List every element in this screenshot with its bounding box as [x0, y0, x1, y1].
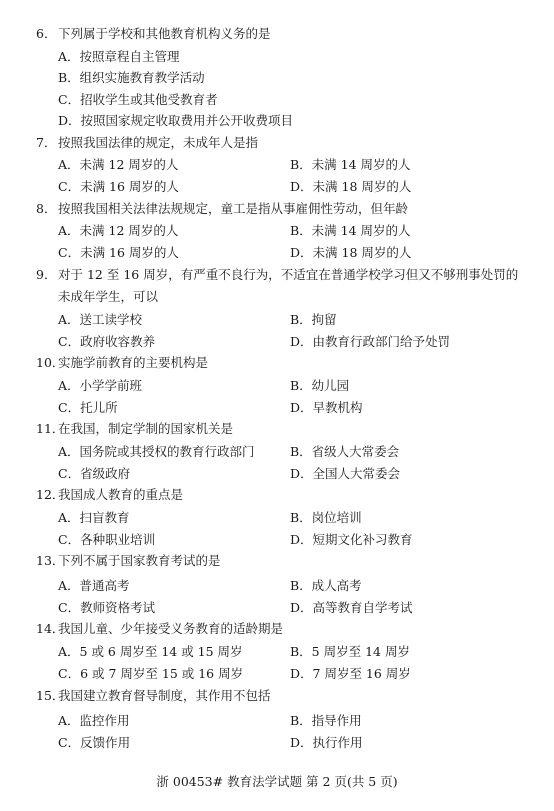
option-c: C．未满 16 周岁的人: [58, 179, 179, 194]
question-stem: 实施学前教育的主要机构是: [58, 355, 209, 370]
option-d: D．按照国家规定收取费用并公开收费项目: [58, 113, 294, 128]
option-b: B．指导作用: [290, 713, 362, 728]
option-a: A．小学学前班: [58, 378, 143, 393]
question-stem: 按照我国相关法律法规规定，童工是指从事雇佣性劳动，但年龄: [58, 201, 409, 216]
question-number: 9．: [36, 267, 57, 282]
question-number: 10．: [36, 355, 65, 370]
option-a: A．5 或 6 周岁至 14 或 15 周岁: [58, 644, 243, 659]
option-c: C．6 或 7 周岁至 15 或 16 周岁: [58, 666, 244, 681]
question-number: 11．: [36, 421, 65, 436]
option-c: C．教师资格考试: [58, 600, 156, 615]
question-13: [36, 551, 221, 569]
question-11: [36, 419, 233, 437]
question-9: [36, 265, 518, 283]
option-b: B．岗位培训: [290, 510, 362, 525]
option-d: D．由教育行政部门给予处罚: [290, 334, 451, 349]
question-stem: 在我国，制定学制的国家机关是: [58, 421, 234, 436]
option-a: A．按照章程自主管理: [58, 49, 180, 64]
question-number: 6．: [36, 26, 57, 41]
option-a: A．国务院或其授权的教育行政部门: [58, 444, 255, 459]
option-c: C．反馈作用: [58, 735, 131, 750]
question-8: [36, 199, 408, 217]
question-number: 7．: [36, 135, 57, 150]
option-c: C．政府收容教养: [58, 334, 156, 349]
option-a: A．未满 12 周岁的人: [58, 157, 179, 172]
question-number: 14．: [36, 621, 65, 636]
question-stem: 下列属于学校和其他教育机构义务的是: [58, 26, 271, 41]
option-d: D．早教机构: [290, 400, 363, 415]
option-b: B．幼儿园: [290, 378, 350, 393]
option-c: C．各种职业培训: [58, 532, 156, 547]
option-d: D．未满 18 周岁的人: [290, 245, 412, 260]
option-b: B．省级人大常委会: [290, 444, 400, 459]
option-d: D．7 周岁至 16 周岁: [290, 666, 411, 681]
question-10: [36, 353, 208, 371]
question-14: [36, 619, 283, 637]
question-6: [36, 24, 271, 42]
question-15: [36, 686, 271, 704]
question-stem: 按照我国法律的规定，未成年人是指: [58, 135, 259, 150]
option-a: A．送工读学校: [58, 312, 143, 327]
question-stem-continued: 未成年学生，可以: [58, 289, 159, 304]
option-b: B．5 周岁至 14 周岁: [290, 644, 410, 659]
option-a: A．监控作用: [58, 713, 130, 728]
option-c: C．托儿所: [58, 400, 118, 415]
option-d: D．未满 18 周岁的人: [290, 179, 412, 194]
question-stem: 我国成人教育的重点是: [58, 487, 184, 502]
question-number: 15．: [36, 688, 65, 703]
option-d: D．短期文化补习教育: [290, 532, 413, 547]
option-b: B．成人高考: [290, 578, 362, 593]
question-stem: 下列不属于国家教育考试的是: [58, 553, 221, 568]
option-b: B．未满 14 周岁的人: [290, 157, 411, 172]
option-c: C．省级政府: [58, 466, 131, 481]
option-d: D．执行作用: [290, 735, 363, 750]
question-7: [36, 133, 258, 151]
option-d: D．全国人大常委会: [290, 466, 401, 481]
option-b: B．拘留: [290, 312, 337, 327]
option-c: C．未满 16 周岁的人: [58, 245, 179, 260]
question-number: 13．: [36, 553, 65, 568]
option-a: A．扫盲教育: [58, 510, 130, 525]
option-b: B．未满 14 周岁的人: [290, 223, 411, 238]
question-stem: 我国建立教育督导制度，其作用不包括: [58, 688, 271, 703]
question-stem: 对于 12 至 16 周岁，有严重不良行为，不适宜在普通学校学习但又不够刑事处罚的: [58, 267, 519, 282]
option-a: A．普通高考: [58, 578, 130, 593]
option-c: C．招收学生或其他受教育者: [58, 92, 218, 107]
question-stem: 我国儿童、少年接受义务教育的适龄期是: [58, 621, 284, 636]
question-number: 12．: [36, 487, 65, 502]
option-a: A．未满 12 周岁的人: [58, 223, 179, 238]
option-d: D．高等教育自学考试: [290, 600, 413, 615]
question-number: 8．: [36, 201, 57, 216]
question-12: [36, 485, 183, 503]
page-footer: 浙 00453# 教育法学试题 第 2 页(共 5 页): [156, 774, 398, 789]
option-b: B．组织实施教育教学活动: [58, 70, 205, 85]
